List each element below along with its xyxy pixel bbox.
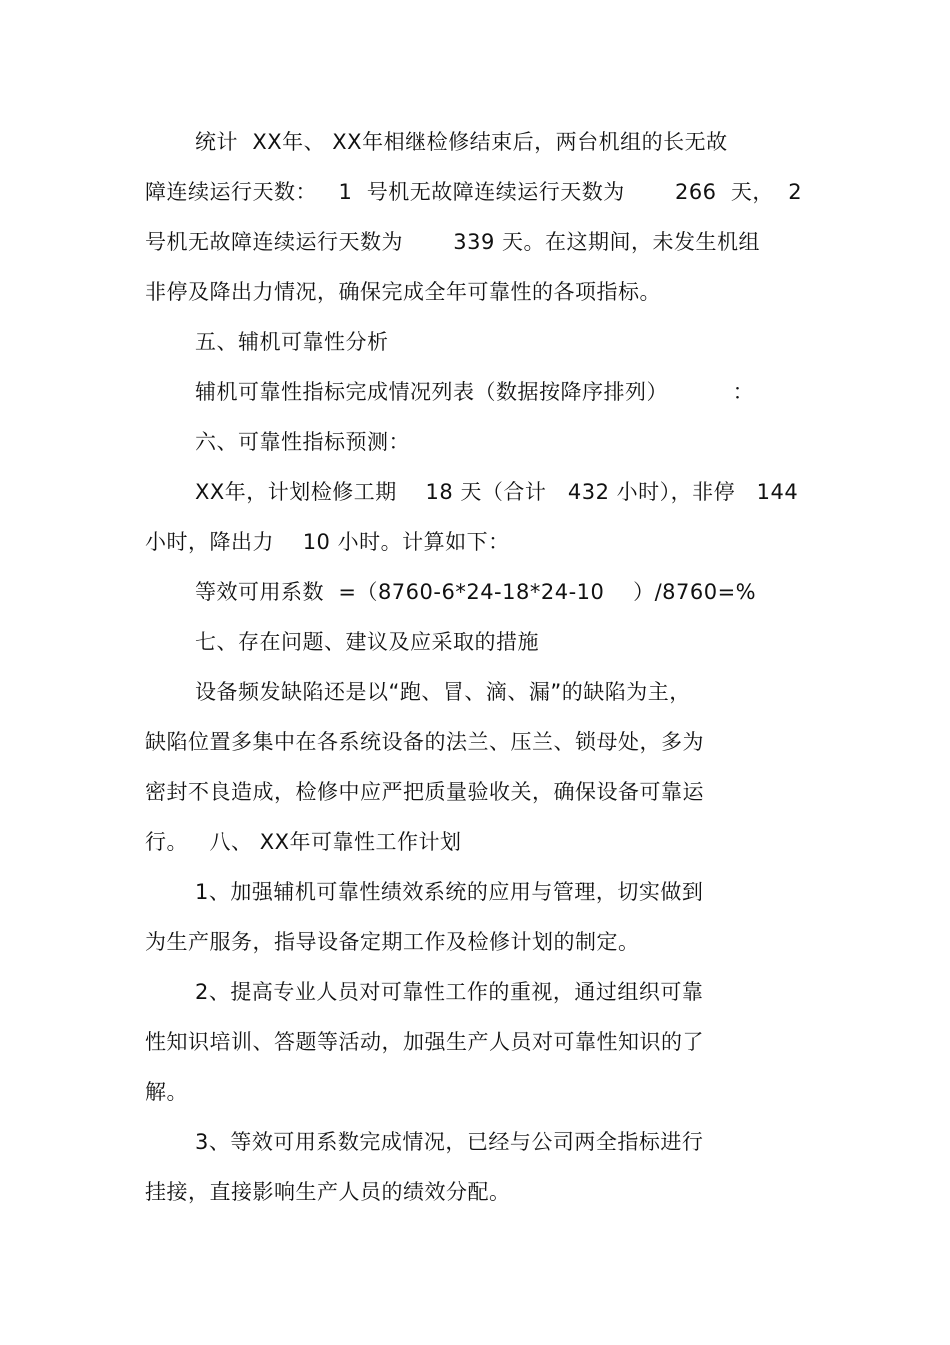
section-heading-6: 六、可靠性指标预测： xyxy=(195,430,410,454)
list-item-2: 2、提高专业人员对可靠性工作的重视，通过组织可靠 xyxy=(195,980,704,1004)
paragraph-line: 小时，降出力 10 小时。计算如下： xyxy=(145,530,510,554)
paragraph-line: XX年，计划检修工期 18 天（合计 432 小时），非停 144 xyxy=(195,480,799,504)
paragraph-line: 设备频发缺陷还是以“跑、冒、滴、漏”的缺陷为主， xyxy=(195,680,691,704)
paragraph-line: 行。 八、 XX年可靠性工作计划 xyxy=(145,830,462,854)
paragraph-line: 缺陷位置多集中在各系统设备的法兰、压兰、锁母处，多为 xyxy=(145,730,704,754)
section-heading-5: 五、辅机可靠性分析 xyxy=(195,330,389,354)
paragraph-line: 性知识培训、答题等活动，加强生产人员对可靠性知识的了 xyxy=(145,1030,704,1054)
list-item-3: 3、等效可用系数完成情况，已经与公司两全指标进行 xyxy=(195,1130,704,1154)
section-heading-7: 七、存在问题、建议及应采取的措施 xyxy=(195,630,539,654)
paragraph-line: 辅机可靠性指标完成情况列表（数据按降序排列） ： xyxy=(195,380,755,404)
paragraph-line: 障连续运行天数： 1 号机无故障连续运行天数为 266 天， 2 xyxy=(145,180,803,204)
paragraph-line: 非停及降出力情况，确保完成全年可靠性的各项指标。 xyxy=(145,280,661,304)
paragraph-line: 密封不良造成，检修中应严把质量验收关，确保设备可靠运 xyxy=(145,780,704,804)
list-item-1: 1、加强辅机可靠性绩效系统的应用与管理，切实做到 xyxy=(195,880,704,904)
paragraph-line: 统计 XX年、 XX年相继检修结束后，两台机组的长无故 xyxy=(195,130,728,154)
paragraph-line: 为生产服务，指导设备定期工作及检修计划的制定。 xyxy=(145,930,640,954)
paragraph-line: 解。 xyxy=(145,1080,188,1104)
paragraph-line: 号机无故障连续运行天数为 339 天。在这期间，未发生机组 xyxy=(145,230,760,254)
formula-line: 等效可用系数 =（8760-6*24-18*24-10 ）/8760=% xyxy=(195,580,757,604)
paragraph-line: 挂接，直接影响生产人员的绩效分配。 xyxy=(145,1180,511,1204)
